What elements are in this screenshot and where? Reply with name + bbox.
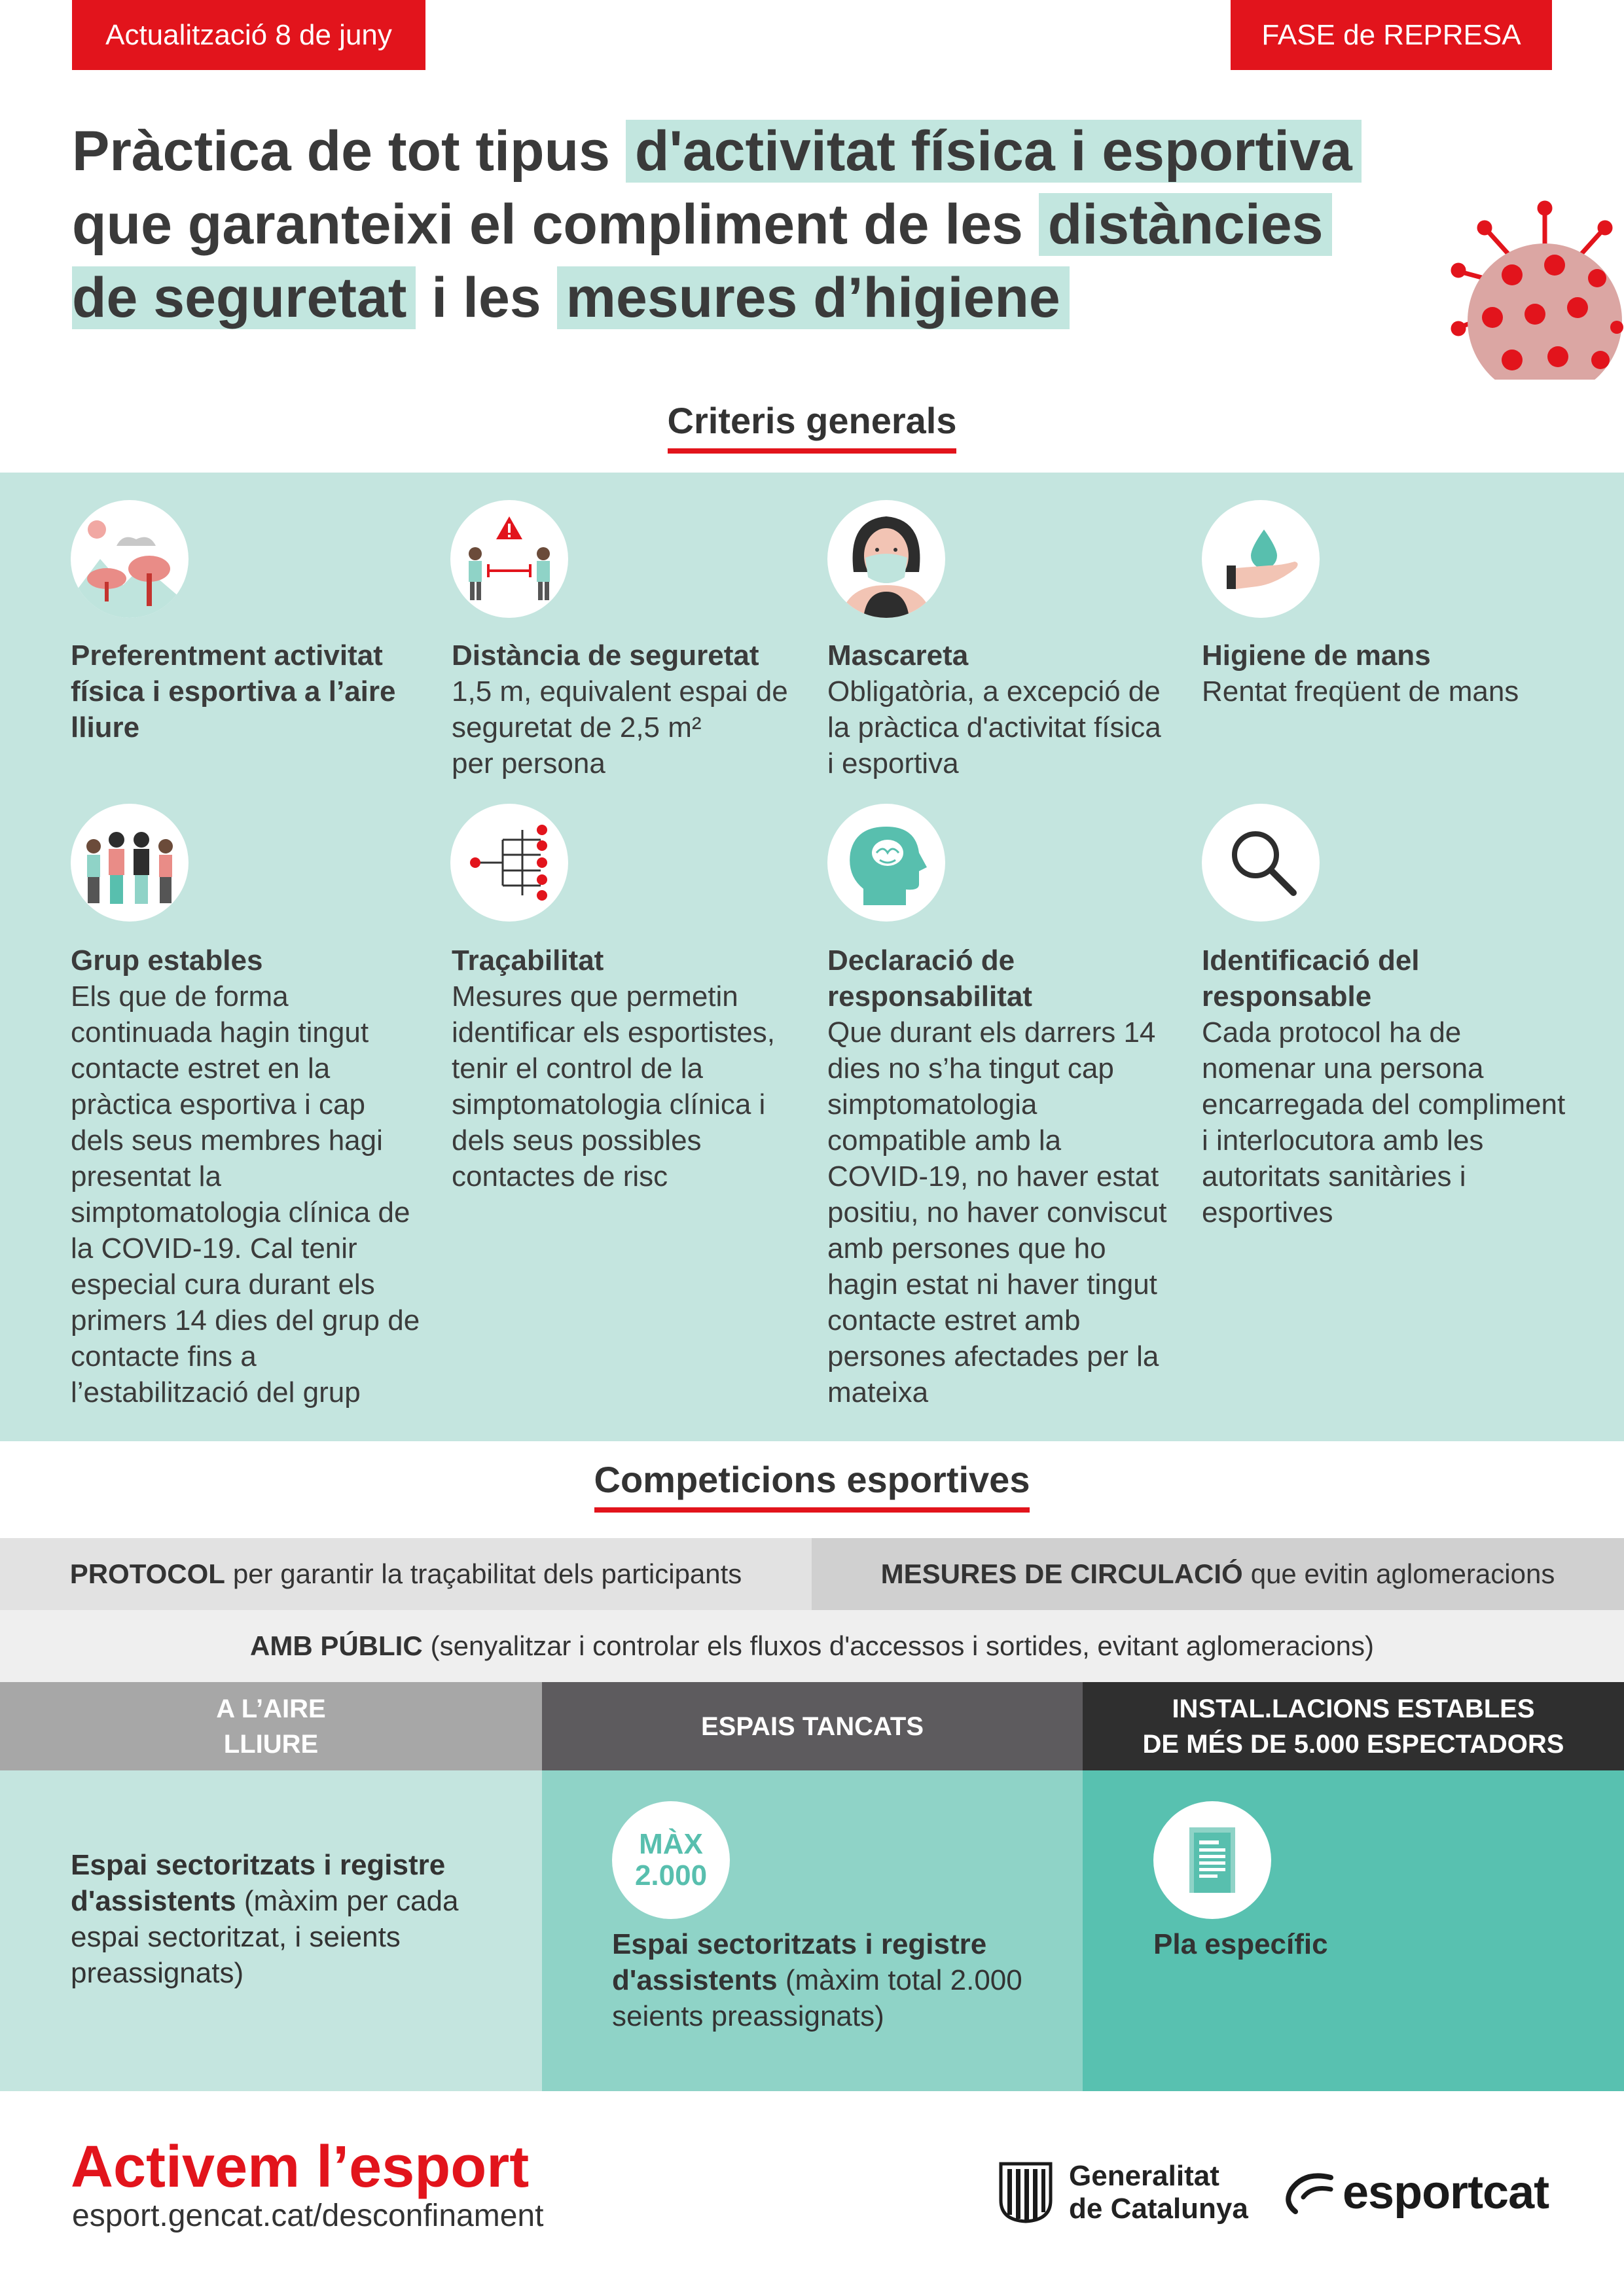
outdoor-landscape-icon bbox=[71, 500, 189, 618]
large-venues-column-heading: INSTAL.LACIONS ESTABLES DE MÉS DE 5.000 ESPECTADORS bbox=[1083, 1682, 1624, 1770]
criterion-distance-text: 1,5 m, equivalent espai de seguretat de 2,5 m² bbox=[452, 675, 788, 744]
esportcat-logo bbox=[1280, 2163, 1549, 2222]
footer-title: Activem l’esport bbox=[71, 2134, 530, 2200]
circulation-text: que evitin aglomeracions bbox=[1250, 1558, 1555, 1589]
outdoor-column-text bbox=[71, 1847, 490, 1991]
generalitat-emblem-icon bbox=[998, 2161, 1053, 2224]
criterion-outdoor bbox=[71, 637, 437, 745]
title-line3-highlight-b: mesures d’higiene bbox=[557, 266, 1070, 329]
title-line3-plain: i les bbox=[416, 266, 557, 329]
large-venues-column-bold: Pla específic bbox=[1153, 1928, 1328, 1960]
footer-url[interactable]: esport.gencat.cat/desconfinament bbox=[72, 2198, 544, 2233]
criterion-stable-groups-title: Grup estables bbox=[71, 944, 263, 977]
max-capacity-badge: MÀX 2.000 bbox=[612, 1801, 730, 1919]
large-venues-column-text bbox=[1153, 1926, 1546, 1962]
document-plan-icon bbox=[1153, 1801, 1271, 1919]
criterion-declaration-title: Declaració de responsabilitat bbox=[827, 944, 1032, 1013]
criterion-traceability-text: Mesures que permetin identificar els esportistes, tenir el control de la simptomatologia clínica i dels seus possibles contactes de risc bbox=[452, 980, 775, 1193]
mask-person-icon bbox=[827, 500, 945, 618]
magnifier-icon bbox=[1202, 804, 1320, 922]
criterion-distance-title: Distància de seguretat bbox=[452, 639, 759, 672]
outdoor-column-detail: (màxim per cada espai sectoritzat, i seients preassignats) bbox=[71, 1885, 459, 1989]
indoor-column-heading: ESPAIS TANCATS bbox=[542, 1682, 1083, 1770]
criterion-mask-text: Obligatòria, a excepció de la pràctica d'activitat física i esportiva bbox=[827, 675, 1161, 780]
criterion-hand-hygiene-title: Higiene de mans bbox=[1202, 639, 1431, 672]
title-line2-highlight: distàncies bbox=[1039, 193, 1333, 256]
public-row bbox=[0, 1610, 1624, 1682]
indoor-column-bold: Espai sectoritzats i registre d'assistents bbox=[612, 1928, 987, 1996]
indoor-column-text bbox=[612, 1926, 1031, 2034]
title-line1-highlight: d'activitat física i esportiva bbox=[626, 120, 1362, 183]
circulation-cell bbox=[812, 1538, 1624, 1610]
criterion-mask-title: Mascareta bbox=[827, 639, 969, 672]
hand-wash-icon bbox=[1202, 500, 1320, 618]
safety-distance-icon bbox=[450, 500, 568, 618]
criterion-responsible-text: Cada protocol ha de nomenar una persona encarregada del compliment i interlocutora amb les autoritats sanitàries i esportives bbox=[1202, 1016, 1566, 1229]
criterion-declaration-text: Que durant els darrers 14 dies no s’ha tingut cap simptomatologia compatible amb la COVID-19, no haver estat positiu, no haver conviscut amb persones que ho hagin estat ni haver tingut contacte estret amb persones afectades per la mateixa bbox=[827, 1016, 1167, 1408]
stable-group-icon bbox=[71, 804, 189, 922]
general-criteria-heading: Criteris generals bbox=[0, 399, 1624, 454]
criterion-outdoor-title: Preferentment activitat física i esportiva a l’aire lliure bbox=[71, 639, 396, 744]
outdoor-column-heading: A L’AIRE LLIURE bbox=[0, 1682, 542, 1770]
generalitat-logo bbox=[998, 2160, 1248, 2225]
indoor-column-detail: (màxim total 2.000 seients preassignats) bbox=[612, 1964, 1022, 2032]
title-line1-plain: Pràctica de tot tipus bbox=[72, 120, 626, 183]
generalitat-line2: de Catalunya bbox=[1069, 2193, 1248, 2225]
criterion-stable-groups bbox=[71, 942, 424, 1410]
criterion-mask bbox=[827, 637, 1168, 781]
virus-icon bbox=[1447, 196, 1624, 380]
criterion-traceability-title: Traçabilitat bbox=[452, 944, 604, 977]
criterion-declaration bbox=[827, 942, 1168, 1410]
phase-tag: FASE de REPRESA bbox=[1231, 0, 1552, 70]
criterion-distance-text-2: per persona bbox=[452, 747, 605, 780]
head-brain-icon bbox=[827, 804, 945, 922]
circulation-label: MESURES DE CIRCULACIÓ bbox=[880, 1558, 1243, 1589]
criterion-responsible-title: Identificació del responsable bbox=[1202, 944, 1420, 1013]
criterion-distance bbox=[452, 637, 808, 781]
esportcat-wordmark: esportcat bbox=[1343, 2166, 1549, 2219]
outdoor-column-bold: Espai sectoritzats i registre d'assistents bbox=[71, 1849, 446, 1917]
public-label: AMB PÚBLIC bbox=[250, 1630, 423, 1661]
criterion-stable-groups-text: Els que de forma continuada hagin tingut contacte estret en la pràctica esportiva i cap dels seus membres hagi presentat la simptomatologia clínica de la COVID-19. Cal tenir especial cura durant els primers 14 dies del grup de contacte fins a l’estabilització del grup bbox=[71, 980, 420, 1408]
competitions-measures-row bbox=[0, 1538, 1624, 1610]
public-text: (senyalitzar i controlar els fluxos d'accessos i sortides, evitant aglomeracions) bbox=[430, 1630, 1374, 1661]
title-line2-plain: que garanteixi el compliment de les bbox=[72, 193, 1039, 256]
update-date-tag: Actualització 8 de juny bbox=[72, 0, 425, 70]
protocol-label: PROTOCOL bbox=[69, 1558, 225, 1589]
criterion-traceability bbox=[452, 942, 808, 1194]
criterion-hand-hygiene-text: Rentat freqüent de mans bbox=[1202, 675, 1519, 708]
public-cell bbox=[0, 1610, 1624, 1682]
generalitat-line1: Generalitat bbox=[1069, 2160, 1219, 2192]
criterion-responsible bbox=[1202, 942, 1575, 1230]
protocol-text: per garantir la traçabilitat dels participants bbox=[232, 1558, 742, 1589]
traceability-network-icon bbox=[450, 804, 568, 922]
title-line3-highlight-a: de seguretat bbox=[72, 266, 416, 329]
criterion-hand-hygiene bbox=[1202, 637, 1568, 709]
protocol-cell bbox=[0, 1538, 812, 1610]
page-title bbox=[72, 115, 1479, 334]
esportcat-swoosh-icon bbox=[1280, 2163, 1339, 2222]
competitions-heading: Competicions esportives bbox=[0, 1458, 1624, 1513]
